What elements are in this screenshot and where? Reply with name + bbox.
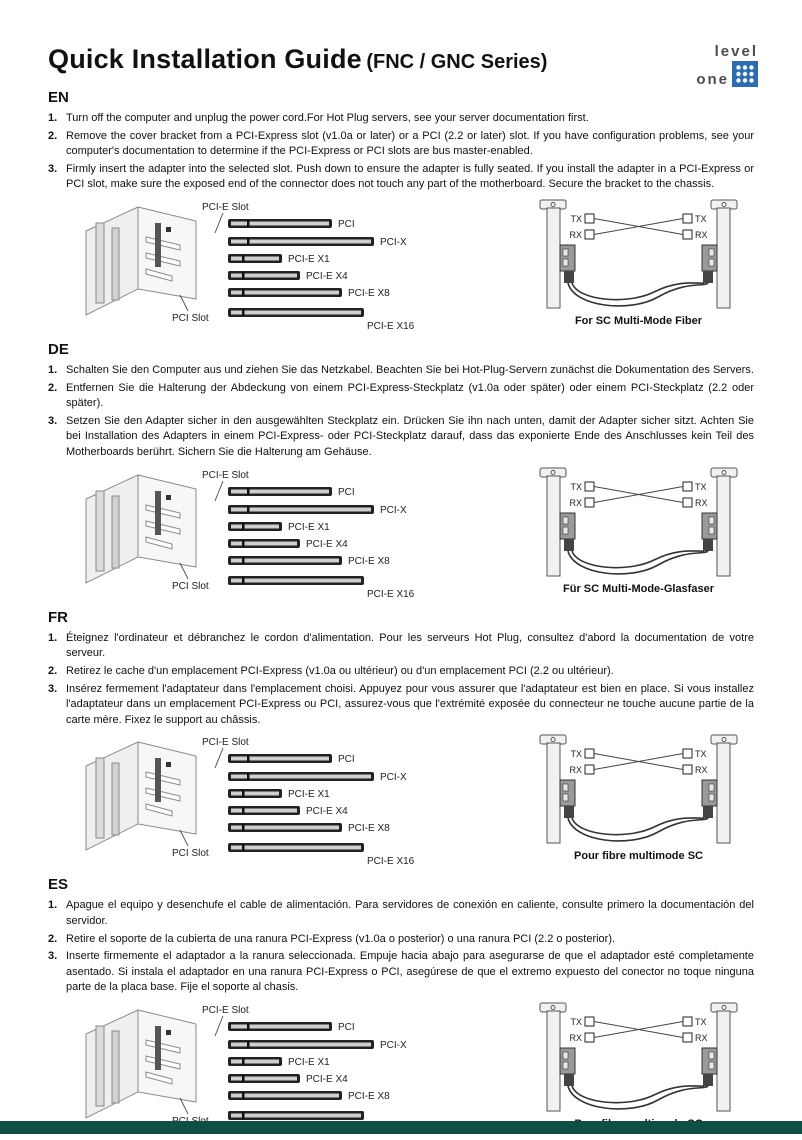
left-cable-plug bbox=[564, 539, 574, 551]
step bbox=[48, 664, 754, 680]
sc-fiber-connection-art bbox=[526, 465, 751, 583]
step bbox=[48, 949, 754, 996]
rx-port-right bbox=[683, 1033, 692, 1042]
step-number: 1. bbox=[48, 631, 58, 644]
sc-fiber-connection-art bbox=[526, 732, 751, 850]
step bbox=[48, 414, 754, 461]
label-tx-left: TX bbox=[570, 1017, 582, 1028]
slot-bar-pci bbox=[228, 487, 332, 496]
right-sc-connector bbox=[702, 245, 717, 271]
tx-port-right bbox=[683, 1017, 692, 1026]
step-number: 3. bbox=[48, 414, 58, 427]
step bbox=[48, 631, 754, 662]
step-text: Firmly insert the adapter into the selected slot. Push down to ensure the adapter is fully seated. If you install the adapter in a PCI-Express or PCI slot, make sure the exposed end of the connector does not touch any part of the motherboard. Secure the bracket to the chassis. bbox=[66, 162, 754, 191]
section-de bbox=[48, 341, 754, 603]
leader-line-pcie-slot bbox=[215, 213, 223, 233]
slot-bar-pci bbox=[228, 219, 332, 228]
slot-bar-pcie-x1 bbox=[228, 254, 282, 263]
slot-bar-pcie-x8 bbox=[228, 1091, 342, 1100]
section-heading: EN bbox=[48, 89, 69, 106]
label-pci-x: PCI-X bbox=[380, 1040, 407, 1052]
fiber-cable-strand-1 bbox=[568, 818, 708, 841]
steps-list bbox=[48, 111, 754, 193]
label-rx-right: RX bbox=[695, 497, 708, 508]
slot-bar-pcie-x8 bbox=[228, 556, 342, 565]
leader-line-pcie-slot bbox=[215, 1016, 223, 1036]
slot-bar-pcie-x4 bbox=[228, 271, 300, 280]
label-pcie-x16: PCI-E X16 bbox=[367, 856, 415, 868]
steps-list bbox=[48, 898, 754, 996]
label-tx-left: TX bbox=[570, 749, 582, 760]
tx-port-left bbox=[585, 749, 594, 758]
step-number: 2. bbox=[48, 381, 58, 394]
label-pcie-x16: PCI-E X16 bbox=[367, 321, 415, 333]
label-tx-right: TX bbox=[695, 214, 707, 225]
fiber-caption: For SC Multi-Mode Fiber bbox=[574, 315, 703, 328]
left-cable-plug bbox=[564, 271, 574, 283]
fiber-caption: Für SC Multi-Mode-Glasfaser bbox=[563, 582, 714, 595]
label-pcie-x8: PCI-E X8 bbox=[348, 555, 390, 567]
fiber-cable-strand-2 bbox=[572, 1086, 704, 1103]
step-number: 1. bbox=[48, 364, 58, 377]
slot-bar-pcie-x1 bbox=[228, 522, 282, 531]
label-pci: PCI bbox=[338, 1022, 355, 1034]
label-pcie-x1: PCI-E X1 bbox=[288, 254, 330, 266]
step-text: Remove the cover bracket from a PCI-Express slot (v1.0a or later) or a PCI (2.2 or later) slot. If you have configuration problems, see your computer's documentation to determine if the PCI-Express or PCI slots are bus master-enabled. bbox=[66, 129, 754, 158]
step-text: Éteignez l'ordinateur et débranchez le cordon d'alimentation. Pour les serveurs Hot Plug, consultez d'abord la documentation de votre serveur. bbox=[66, 631, 754, 660]
left-sc-connector bbox=[560, 245, 575, 271]
diagram-area bbox=[48, 465, 754, 603]
label-pcie-x8: PCI-E X8 bbox=[348, 1091, 390, 1103]
step-text: Apague el equipo y desenchufe el cable de alimentación. Para servidores de conexión en caliente, consulte primero la documentación del servidor. bbox=[66, 899, 754, 927]
leader-line-pcie-slot bbox=[215, 481, 223, 501]
pci-slots-diagram bbox=[76, 465, 436, 605]
step-number: 2. bbox=[48, 932, 58, 945]
slot-bar-pcie-x16 bbox=[228, 576, 364, 585]
label-tx-right: TX bbox=[695, 1017, 707, 1028]
fiber-cable-strand-2 bbox=[572, 818, 704, 835]
step-number: 1. bbox=[48, 112, 58, 124]
left-cable-plug bbox=[564, 806, 574, 818]
fiber-diagram bbox=[526, 1000, 751, 1123]
rx-port-left bbox=[585, 498, 594, 507]
step-text: Retire el soporte de la cubierta de una ranura PCI-Express (v1.0a o posterior) o una ranura PCI (2.2 o posterior). bbox=[66, 932, 616, 945]
title-series: (FNC / GNC Series) bbox=[366, 51, 548, 73]
step-number: 1. bbox=[48, 899, 58, 912]
right-cable-plug bbox=[703, 271, 713, 283]
leader-line-pcie-slot bbox=[215, 748, 223, 768]
slot-bar-pci-x bbox=[228, 772, 374, 781]
label-pcie-x16: PCI-E X16 bbox=[367, 588, 415, 600]
slot-bar-pci bbox=[228, 754, 332, 763]
step-text: Schalten Sie den Computer aus und ziehen Sie das Netzkabel. Beachten Sie bei Hot-Plug-Servern zunächst die Dokumentation des Servers. bbox=[66, 364, 754, 377]
fiber-caption: Pour fibre multimode SC bbox=[574, 850, 703, 863]
label-pcie-x1: PCI-E X1 bbox=[288, 1057, 330, 1069]
step bbox=[48, 898, 754, 929]
step bbox=[48, 162, 754, 193]
section-heading: ES bbox=[48, 876, 69, 894]
slot-bar-pcie-x1 bbox=[228, 789, 282, 798]
fiber-diagram bbox=[526, 732, 751, 855]
label-pci-x: PCI-X bbox=[380, 772, 407, 784]
label-pcie-x4: PCI-E X4 bbox=[306, 806, 348, 818]
step-text: Insérez fermement l'adaptateur dans l'emplacement choisi. Appuyez pour vous assurer que l'adaptateur est bien en place. Si vous installez l'adaptateur dans un emplacement PCI-Express ou PCI, assurez-vous que l'extrémité exposée du connecteur ne touche aucune partie de la carte mère. Fixez le support au châssis. bbox=[66, 682, 754, 726]
step bbox=[48, 129, 754, 160]
slot-bar-pcie-x1 bbox=[228, 1057, 282, 1066]
rx-port-left bbox=[585, 1033, 594, 1042]
label-pcie-slot: PCI-E Slot bbox=[202, 469, 249, 481]
label-pcie-x4: PCI-E X4 bbox=[306, 271, 348, 283]
fiber-cable-strand-2 bbox=[572, 283, 704, 300]
step-number: 3. bbox=[48, 682, 58, 695]
slot-bar-pci-x bbox=[228, 505, 374, 514]
section-fr bbox=[48, 609, 754, 871]
levelone-logo bbox=[696, 44, 758, 87]
step-text: Inserte firmemente el adaptador a la ranura seleccionada. Empuje hacia abajo para asegurarse de que el adaptador esté completamente asentado. Si instala el adaptador en una ranura PCI-Express o PCI, asegúrese de que el extremo expuesto del conector no toque ninguna parte de la placa base. Fije el soporte al chasis. bbox=[66, 950, 754, 994]
motherboard-illustration bbox=[86, 742, 196, 850]
label-tx-left: TX bbox=[570, 481, 582, 492]
title-main: Quick Installation Guide bbox=[48, 44, 362, 74]
motherboard-illustration bbox=[86, 1010, 196, 1118]
step-number: 3. bbox=[48, 162, 58, 175]
label-pci: PCI bbox=[338, 754, 355, 766]
slot-bar-pcie-x8 bbox=[228, 288, 342, 297]
label-pci: PCI bbox=[338, 486, 355, 498]
step bbox=[48, 682, 754, 729]
right-cable-plug bbox=[703, 1074, 713, 1086]
footer-brand-bar bbox=[0, 1121, 802, 1134]
label-pcie-x4: PCI-E X4 bbox=[306, 538, 348, 550]
page-title bbox=[48, 44, 754, 75]
tx-port-left bbox=[585, 482, 594, 491]
label-tx-right: TX bbox=[695, 481, 707, 492]
diagram-area bbox=[48, 197, 754, 335]
pci-slots-diagram bbox=[76, 197, 436, 337]
left-sc-connector bbox=[560, 1048, 575, 1074]
left-cable-plug bbox=[564, 1074, 574, 1086]
label-rx-right: RX bbox=[695, 765, 708, 776]
steps-list bbox=[48, 631, 754, 729]
label-tx-right: TX bbox=[695, 749, 707, 760]
label-pcie-x4: PCI-E X4 bbox=[306, 1074, 348, 1086]
logo-dot-mark bbox=[732, 61, 758, 87]
diagram-area bbox=[48, 732, 754, 870]
section-es bbox=[48, 876, 754, 1138]
label-tx-left: TX bbox=[570, 214, 582, 225]
step-text: Entfernen Sie die Halterung der Abdeckung von einem PCI-Express-Steckplatz (v1.0a oder später) oder einem PCI-Steckplatz (2.2 oder später). bbox=[66, 381, 754, 410]
rx-port-left bbox=[585, 230, 594, 239]
rx-port-right bbox=[683, 230, 692, 239]
label-pcie-x8: PCI-E X8 bbox=[348, 823, 390, 835]
right-sc-connector bbox=[702, 1048, 717, 1074]
pci-slots-diagram bbox=[76, 1000, 436, 1140]
slot-bar-pcie-x16 bbox=[228, 843, 364, 852]
label-rx-left: RX bbox=[569, 765, 582, 776]
tx-port-right bbox=[683, 749, 692, 758]
motherboard-illustration bbox=[86, 207, 196, 315]
tx-port-right bbox=[683, 214, 692, 223]
label-pci-slot: PCI Slot bbox=[172, 580, 209, 592]
step-number: 2. bbox=[48, 129, 58, 142]
step bbox=[48, 363, 754, 379]
left-sc-connector bbox=[560, 780, 575, 806]
section-en bbox=[48, 89, 754, 335]
fiber-cable-strand-1 bbox=[568, 551, 708, 574]
label-pcie-slot: PCI-E Slot bbox=[202, 737, 249, 749]
label-pci-x: PCI-X bbox=[380, 237, 407, 249]
logo-text-level: level bbox=[714, 43, 758, 60]
step bbox=[48, 932, 754, 948]
step-text: Retirez le cache d'un emplacement PCI-Express (v1.0a ou ultérieur) ou d'un emplacement PCI (2.2 ou ultérieur). bbox=[66, 664, 614, 677]
label-pcie-x1: PCI-E X1 bbox=[288, 521, 330, 533]
label-pci: PCI bbox=[338, 219, 355, 231]
rx-port-right bbox=[683, 765, 692, 774]
rx-port-right bbox=[683, 498, 692, 507]
tx-port-left bbox=[585, 1017, 594, 1026]
fiber-diagram bbox=[526, 197, 751, 320]
tx-port-left bbox=[585, 214, 594, 223]
label-rx-left: RX bbox=[569, 230, 582, 241]
right-sc-connector bbox=[702, 780, 717, 806]
right-cable-plug bbox=[703, 806, 713, 818]
label-rx-left: RX bbox=[569, 497, 582, 508]
label-pci-slot: PCI Slot bbox=[172, 313, 209, 325]
step-text: Turn off the computer and unplug the power cord.For Hot Plug servers, see your server documentation first. bbox=[66, 112, 589, 124]
right-cable-plug bbox=[703, 539, 713, 551]
fiber-cable-strand-1 bbox=[568, 283, 708, 306]
motherboard-illustration bbox=[86, 475, 196, 583]
slot-bar-pci-x bbox=[228, 237, 374, 246]
slot-bar-pcie-x8 bbox=[228, 823, 342, 832]
slot-bar-pcie-x4 bbox=[228, 539, 300, 548]
right-sc-connector bbox=[702, 513, 717, 539]
pci-slots-diagram bbox=[76, 732, 436, 872]
fiber-cable-strand-1 bbox=[568, 1086, 708, 1109]
label-pci-slot: PCI Slot bbox=[172, 848, 209, 860]
step-number: 2. bbox=[48, 664, 58, 677]
step-text: Setzen Sie den Adapter sicher in den ausgewählten Steckplatz ein. Drücken Sie ihn nach unten, damit der Adapter sicher sitzt. Achten Sie bei Installation des Adapters in einem PCI-Express- oder PCI-Steckplatz darauf, dass das exponierte Ende des Anschlusses kein Teil des Motherboards berührt. Sichern Sie die Halterung am Gehäuse. bbox=[66, 414, 754, 459]
tx-port-right bbox=[683, 482, 692, 491]
slot-bar-pcie-x16 bbox=[228, 308, 364, 317]
steps-list bbox=[48, 363, 754, 461]
rx-port-left bbox=[585, 765, 594, 774]
section-heading: DE bbox=[48, 341, 69, 359]
step bbox=[48, 381, 754, 412]
label-pcie-x1: PCI-E X1 bbox=[288, 789, 330, 801]
sc-fiber-connection-art bbox=[526, 197, 751, 315]
label-rx-left: RX bbox=[569, 1033, 582, 1044]
logo-text-one: one bbox=[696, 71, 729, 88]
label-pcie-x8: PCI-E X8 bbox=[348, 288, 390, 300]
slot-bar-pcie-x4 bbox=[228, 1074, 300, 1083]
section-heading: FR bbox=[48, 608, 68, 626]
slot-bar-pcie-x4 bbox=[228, 806, 300, 815]
label-rx-right: RX bbox=[695, 1033, 708, 1044]
fiber-cable-strand-2 bbox=[572, 551, 704, 568]
slot-bar-pci bbox=[228, 1022, 332, 1031]
step bbox=[48, 111, 754, 127]
label-rx-right: RX bbox=[695, 230, 708, 241]
label-pcie-slot: PCI-E Slot bbox=[202, 202, 249, 214]
label-pcie-slot: PCI-E Slot bbox=[202, 1005, 249, 1017]
slot-bar-pcie-x16 bbox=[228, 1111, 364, 1120]
left-sc-connector bbox=[560, 513, 575, 539]
diagram-area bbox=[48, 1000, 754, 1138]
fiber-diagram bbox=[526, 465, 751, 588]
step-number: 3. bbox=[48, 950, 58, 963]
slot-bar-pci-x bbox=[228, 1040, 374, 1049]
sc-fiber-connection-art bbox=[526, 1000, 751, 1118]
label-pci-x: PCI-X bbox=[380, 504, 407, 516]
